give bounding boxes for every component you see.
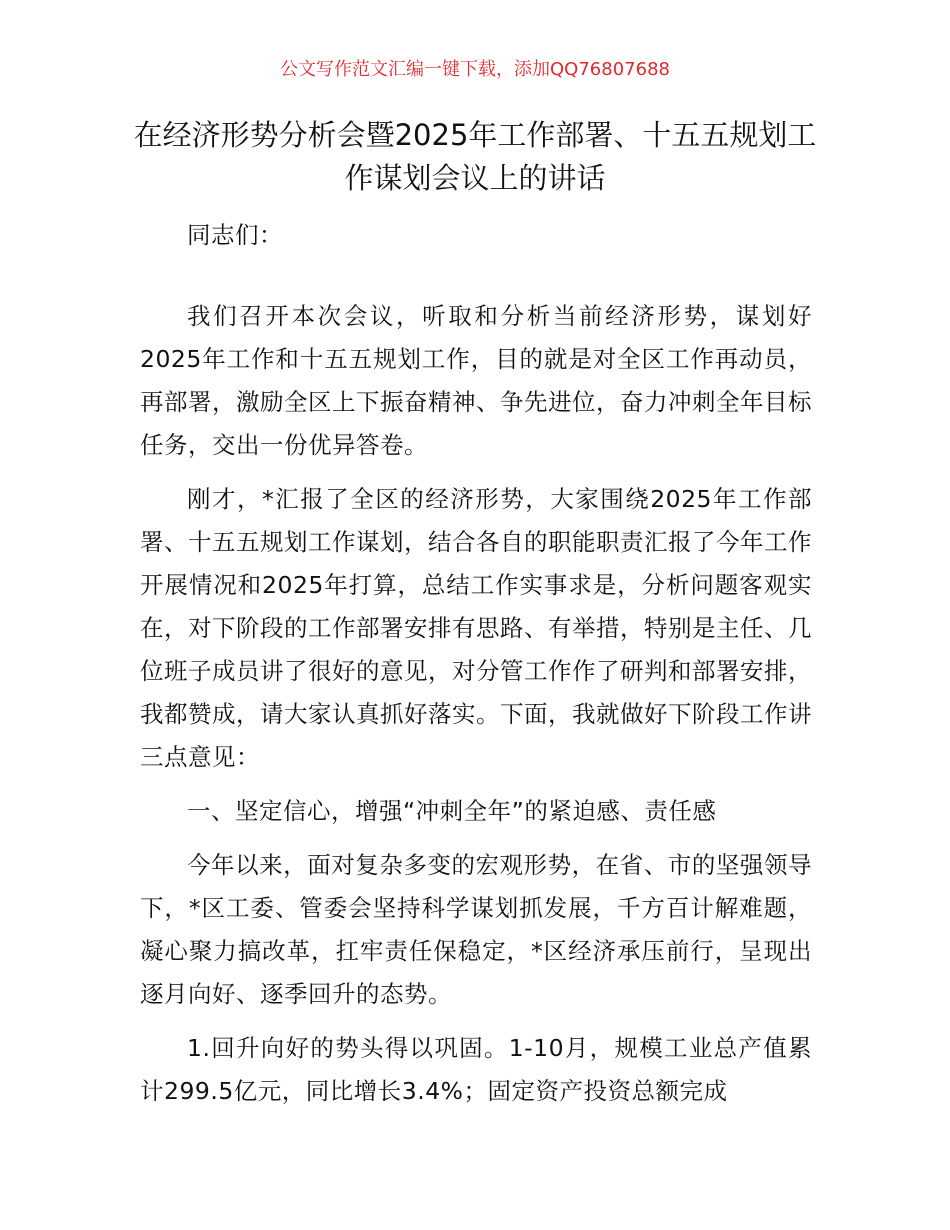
salutation: 同志们： [187,221,283,249]
paragraph: 我们召开本次会议，听取和分析当前经济形势，谋划好2025年工作和十五五规划工作，目的就是对全区工作再动员，再部署，激励全区上下振奋精神、争先进位，奋力冲刺全年目标任务，交出一份优异答卷。 [140,302,812,459]
paragraph: 1.回升向好的势头得以巩固。1-10月，规模工业总产值累计299.5亿元，同比增长3.4%；固定资产投资总额完成 [140,1034,812,1105]
document-body [140,214,812,1124]
document-title: 在经济形势分析会暨2025年工作部署、十五五规划工作谋划会议上的讲话 [133,118,817,195]
paragraph: 今年以来，面对复杂多变的宏观形势，在省、市的坚强领导下，*区工委、管委会坚持科学谋划抓发展，千方百计解难题，凝心聚力搞改革，扛牢责任保稳定，*区经济承压前行，呈现出逐月向好、逐季回升的态势。 [140,851,812,1008]
watermark-text: 公文写作范文汇编一键下载，添加QQ76807688 [280,59,670,80]
paragraph: 刚才，*汇报了全区的经济形势，大家围绕2025年工作部署、十五五规划工作谋划，结合各自的职能职责汇报了今年工作开展情况和2025年打算，总结工作实事求是，分析问题客观实在，对下阶段的工作部署安排有思路、有举措，特别是主任、几位班子成员讲了很好的意见，对分管工作作了研判和部署安排，我都赞成，请大家认真抓好落实。下面，我就做好下阶段工作讲三点意见： [140,485,812,771]
section-heading: 一、坚定信心，增强“冲刺全年”的紧迫感、责任感 [187,797,717,825]
